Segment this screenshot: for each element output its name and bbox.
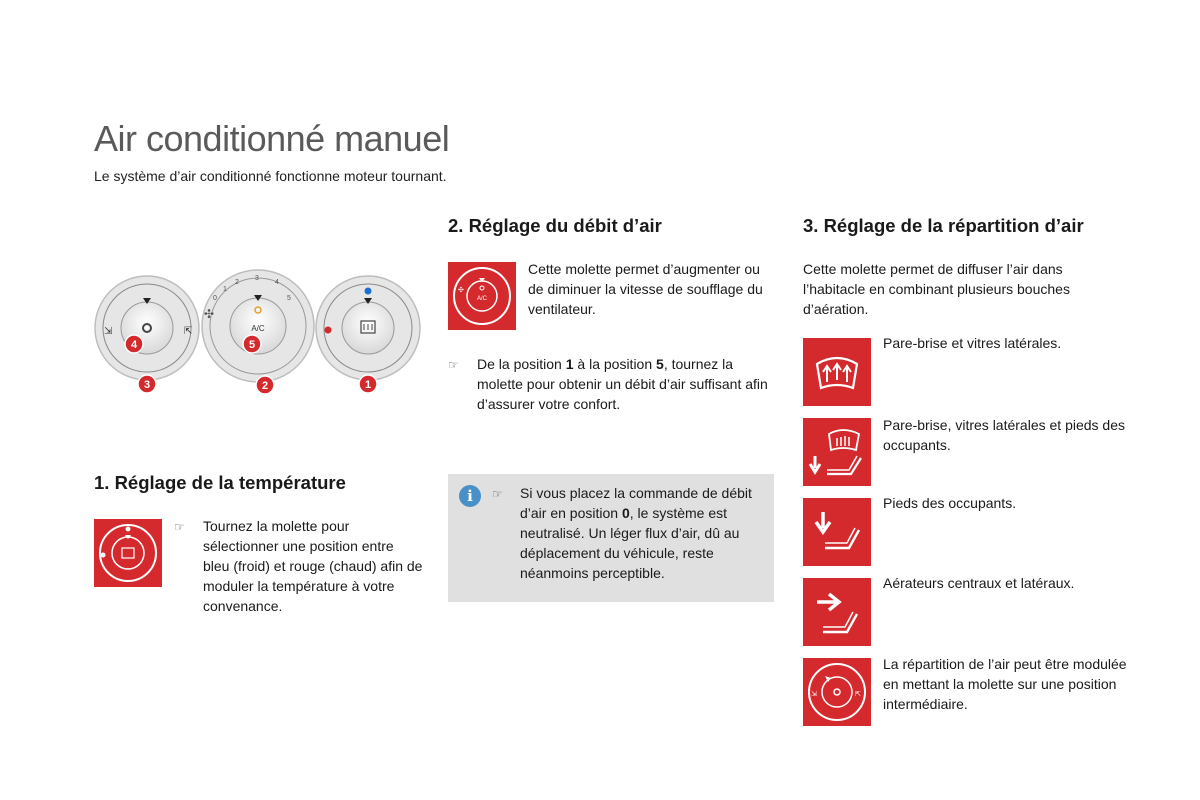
bullet-icon: ☞ xyxy=(174,520,185,534)
callout-5 xyxy=(243,335,261,353)
temperature-knob xyxy=(316,276,420,380)
distribution-item-0-text: Pare-brise et vitres latérales. xyxy=(883,335,1062,351)
section1-text: Tournez la molette pour sélectionner une position entre bleu (froid) et rouge (chaud) afin de moduler la température à votre convenance. xyxy=(203,518,423,614)
svg-text:5: 5 xyxy=(287,295,291,302)
svg-text:✣: ✣ xyxy=(204,307,215,321)
air-flow-knob-icon xyxy=(448,262,516,330)
callout-2-label: 2 xyxy=(261,380,269,392)
svg-text:⇲: ⇲ xyxy=(811,690,817,698)
svg-text:0: 0 xyxy=(213,295,217,302)
section2-heading: 2. Réglage du débit d’air xyxy=(448,215,662,236)
svg-text:✣: ✣ xyxy=(458,286,464,294)
callout-5-label: 5 xyxy=(248,339,256,351)
section2-intro: Cette molette permet d’augmenter ou de diminuer la vitesse de soufflage du ventilateur. xyxy=(528,261,763,317)
air-distribution-knob xyxy=(95,276,199,380)
distribution-item-1-text: Pare-brise, vitres latérales et pieds des occupants. xyxy=(883,417,1125,453)
svg-text:4: 4 xyxy=(275,279,279,286)
svg-text:2: 2 xyxy=(235,279,239,286)
callout-3 xyxy=(138,375,156,393)
svg-text:3: 3 xyxy=(255,275,259,282)
distribution-knob-icon xyxy=(803,658,871,726)
section2-bullet-text: De la position 1 à la position 5, tournez la molette pour obtenir un débit d’air suffisant afin d’assurer votre confort. xyxy=(477,356,768,412)
section1-heading: 1. Réglage de la température xyxy=(94,472,346,493)
page-subtitle: Le système d’air conditionné fonctionne moteur tournant. xyxy=(94,168,447,184)
temperature-knob-icon xyxy=(94,519,162,587)
section3-heading: 3. Réglage de la répartition d’air xyxy=(803,215,1084,236)
face-vents-icon xyxy=(803,578,871,646)
callout-4 xyxy=(125,335,143,353)
info-icon: i xyxy=(459,485,481,507)
ac-knob-label: A/C xyxy=(476,296,488,302)
svg-text:⇱: ⇱ xyxy=(184,326,193,337)
info-text: Si vous placez la commande de débit d’air en position 0, le système est neutralisé. Un léger flux d’air, dû au déplacement du véhicule, reste néanmoins perceptible. xyxy=(520,485,752,581)
callout-3-label: 3 xyxy=(143,379,151,391)
section3-intro: Cette molette permet de diffuser l’air dans l’habitacle en combinant plusieurs bouches d’aération. xyxy=(803,261,1070,317)
windscreen-feet-icon xyxy=(803,418,871,486)
distribution-item-2-text: Pieds des occupants. xyxy=(883,495,1017,511)
windscreen-defrost-icon xyxy=(803,338,871,406)
callout-4-label: 4 xyxy=(130,339,138,351)
control-panel-illustration xyxy=(92,264,422,400)
callout-1-label: 1 xyxy=(364,379,372,391)
page-title: Air conditionné manuel xyxy=(94,118,450,159)
bullet-icon: ☞ xyxy=(492,487,503,501)
bullet-icon: ☞ xyxy=(448,358,459,372)
callout-2 xyxy=(256,376,274,394)
distribution-item-4-text: La répartition de l’air peut être modulée en mettant la molette sur une position intermédiaire. xyxy=(883,656,1127,712)
distribution-item-3-text: Aérateurs centraux et latéraux. xyxy=(883,575,1075,591)
svg-text:⇱: ⇱ xyxy=(855,690,861,698)
svg-text:⇲: ⇲ xyxy=(104,326,113,337)
feet-icon xyxy=(803,498,871,566)
ac-label: A/C xyxy=(251,324,265,333)
svg-text:1: 1 xyxy=(223,286,227,293)
air-flow-knob xyxy=(202,270,314,382)
callout-1 xyxy=(359,375,377,393)
